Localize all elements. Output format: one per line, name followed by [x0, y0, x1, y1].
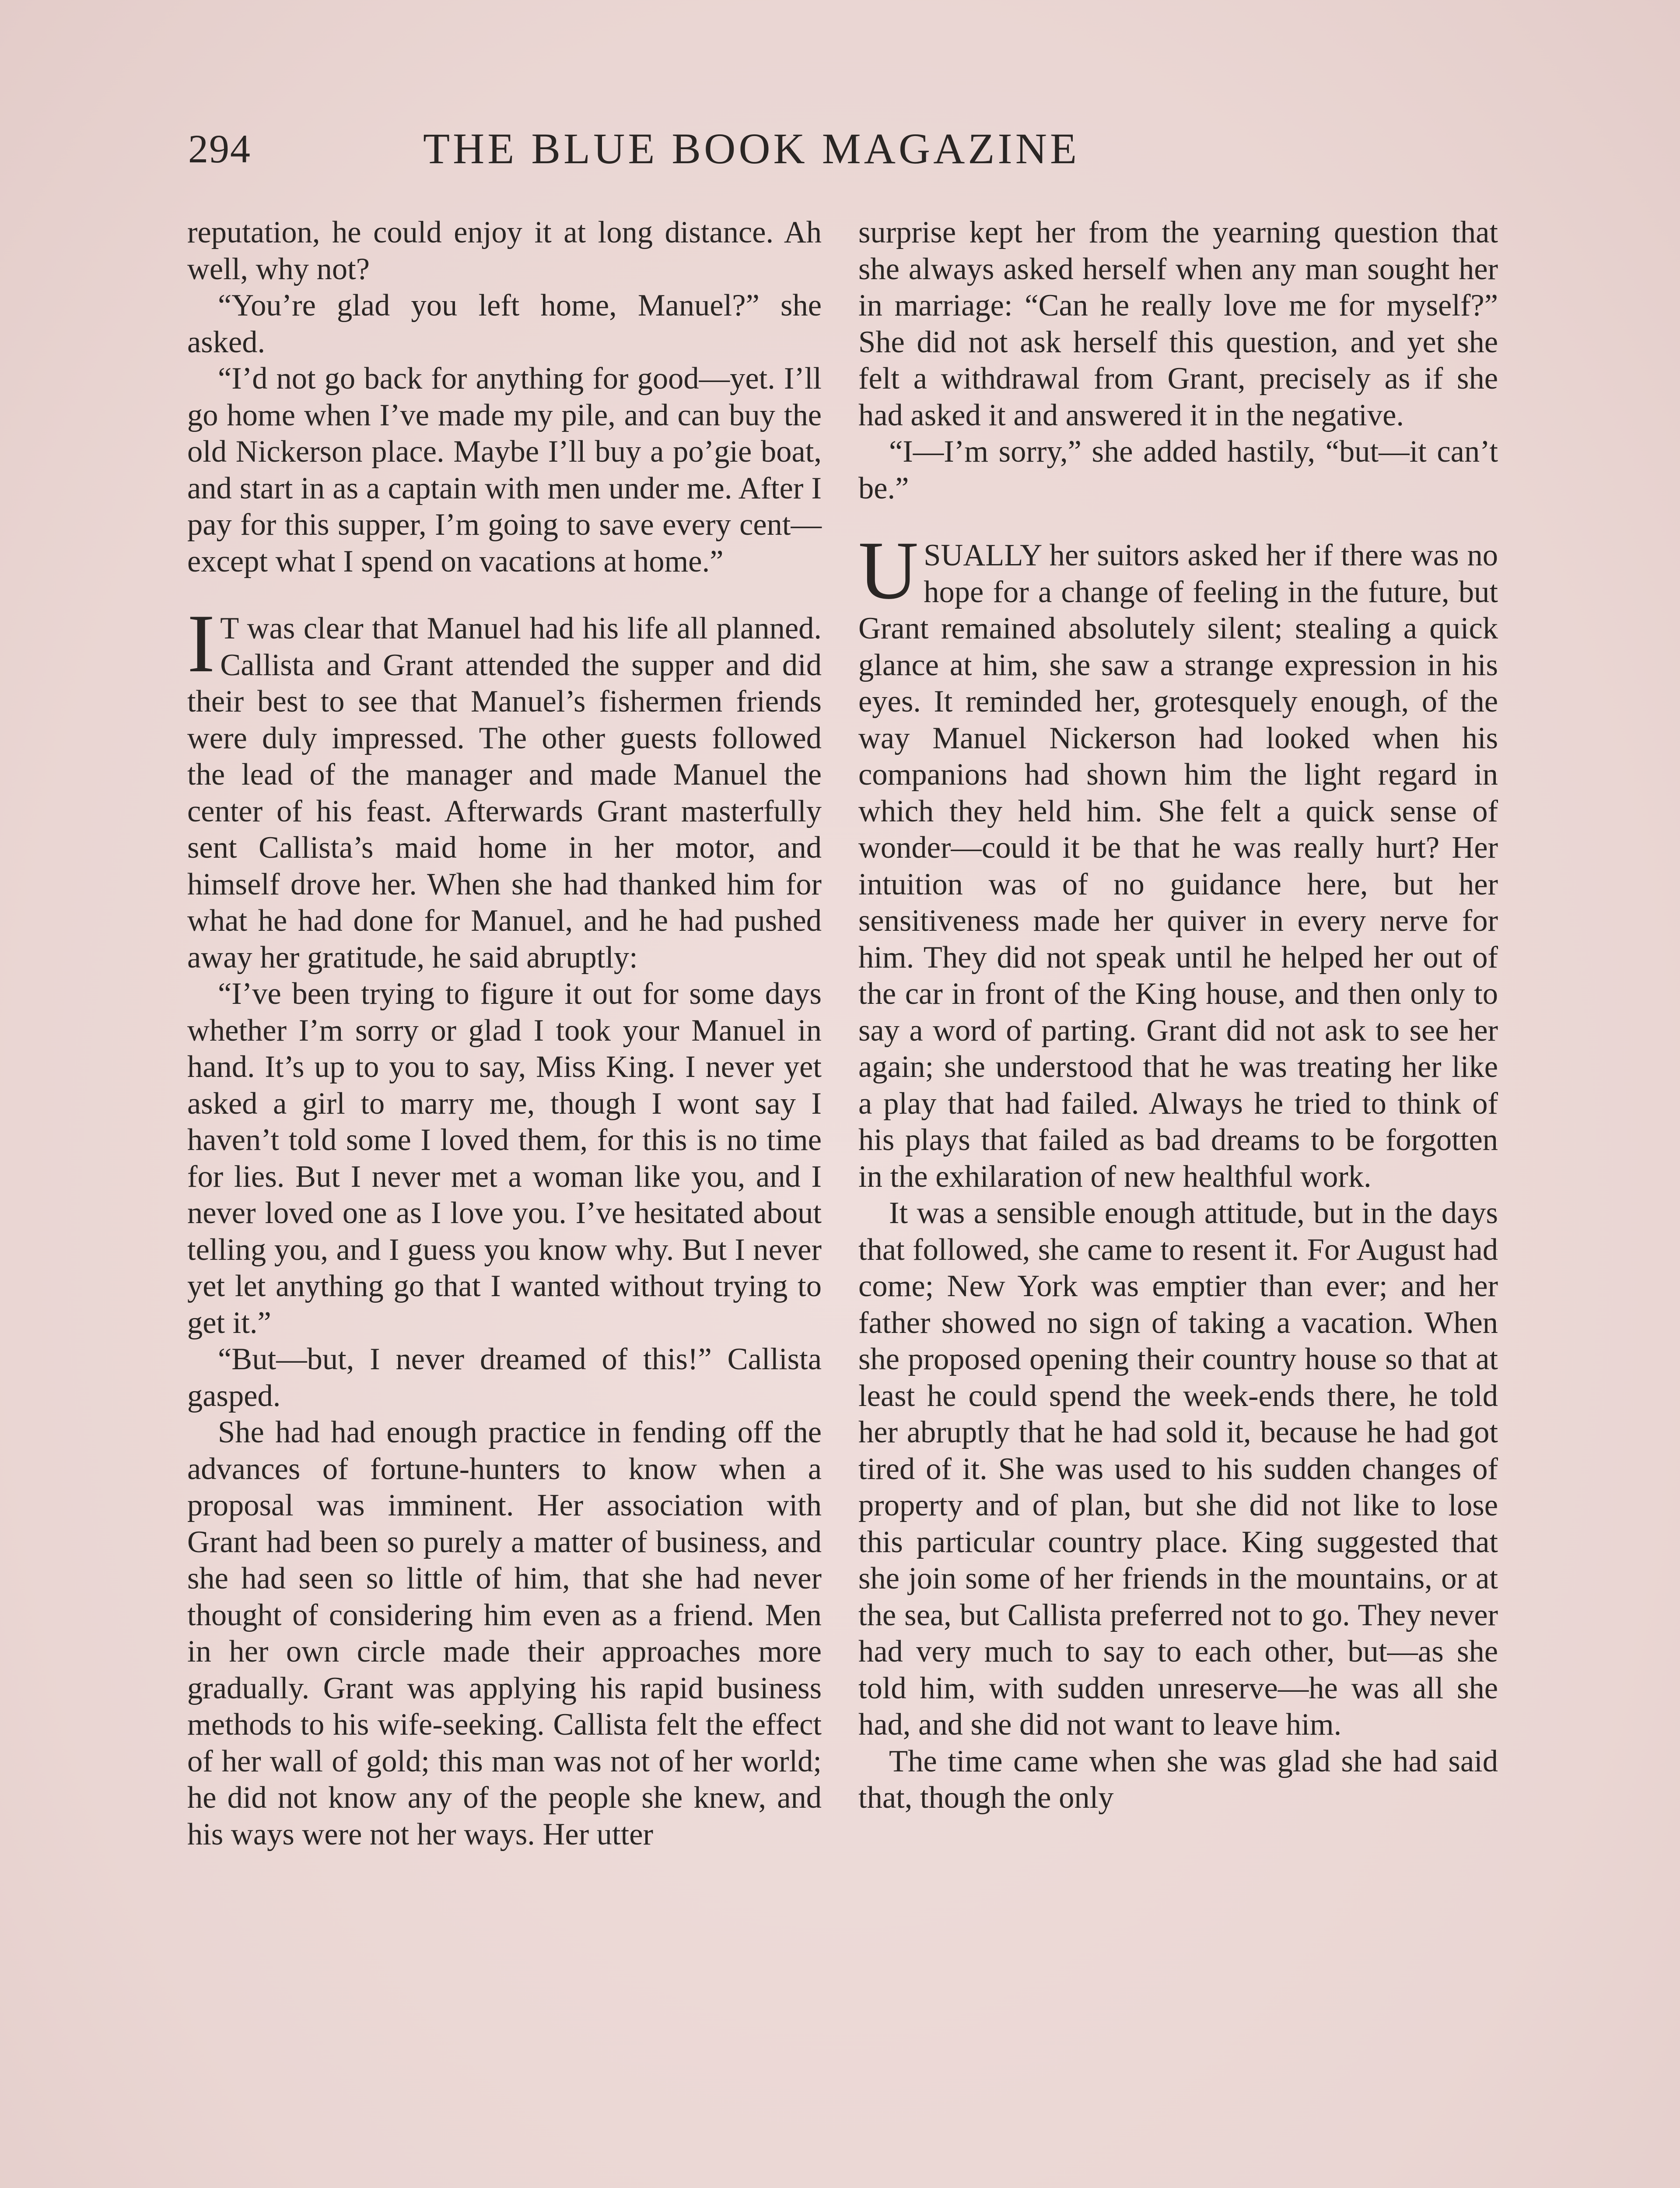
paragraph: “You’re glad you left home, Manuel?” she asked. — [187, 288, 822, 359]
page-header — [188, 118, 1214, 179]
page-number: 294 — [188, 126, 251, 171]
running-title: THE BLUE BOOK MAGAZINE — [423, 124, 1080, 173]
drop-cap: I — [187, 598, 215, 690]
paragraph: surprise kept her from the yearning question that she always asked herself when any man sought her in marriage: “Can he really love me for myself?” She did not ask herself this question, and yet she felt a withdrawal from Grant, precisely as if she had asked it and answered it in the negative. — [858, 215, 1498, 432]
left-column — [187, 214, 822, 1853]
paragraph: “I’d not go back for anything for good—yet. I’ll go home when I’ve made my pile, and can buy the old Nickerson place. Maybe I’ll buy a po’gie boat, and start in as a captain with men under me. After I pay for this supper, I’m going to save every cent—except what I spend on vacations at home.” — [187, 361, 822, 579]
paragraph: It was a sensible enough attitude, but in the days that followed, she came to resent it. For August had come; New York was emptier than ever; and her father showed no sign of taking a vacation. When she proposed opening their country house so that at least he could spend the week-ends there, he told her abruptly that he had sold it, because he had got tired of it. She was used to his sudden changes of property and of plan, but she did not like to lose this particular country place. King suggested that she join some of her friends in the mountains, or at the sea, but Callista preferred not to go. They never had very much to say to each other, but—as she told him, with sudden unreserve—he was all she had, and she did not want to leave him. — [858, 1196, 1498, 1742]
paragraph-text: SUALLY her suitors asked her if there was no hope for a change of feeling in the future, but Grant remained absolutely silent; stealing a quick glance at him, she saw a strange expression in his eyes. It reminded her, grotesquely enough, of the way Manuel Nickerson had looked when his companions had shown him the light regard in which they held him. She felt a quick sense of wonder—could it be that he was really hurt? Her intuition was of no guidance here, but her sensitiveness made her quiver in every nerve for him. They did not speak until he helped her out of the car in front of the King house, and then only to say a word of parting. Grant did not ask to see her again; she understood that he was treating her like a play that had failed. Always he tried to think of his plays that failed as bad dreams to be forgotten in the exhilaration of new healthful work. — [858, 538, 1498, 1194]
right-column — [858, 214, 1498, 1816]
paragraph: The time came when she was glad she had said that, though the only — [858, 1744, 1498, 1815]
drop-cap: U — [858, 525, 919, 617]
section-opening-paragraph — [858, 525, 1498, 1195]
paragraph: reputation, he could enjoy it at long distance. Ah well, why not? — [187, 215, 822, 286]
paragraph: “But—but, I never dreamed of this!” Callista gasped. — [187, 1342, 822, 1413]
paragraph: She had had enough practice in fending off the advances of fortune-hunters to know when a proposal was imminent. Her association with Grant had been so purely a matter of business, and she had seen so little of him, that she had never thought of considering him even as a friend. Men in her own circle made their approaches more gradually. Grant was applying his rapid business methods to his wife-seeking. Callista felt the effect of her wall of gold; this man was not of her world; he did not know any of the people she knew, and his ways were not her ways. Her utter — [187, 1415, 822, 1851]
paragraph: “I’ve been trying to figure it out for some days whether I’m sorry or glad I took your Manuel in hand. It’s up to you to say, Miss King. I never yet asked a girl to marry me, though I wont say I haven’t told some I loved them, for this is no time for lies. But I never met a woman like you, and I never loved one as I love you. I’ve hesitated about telling you, and I guess you know why. But I never yet let anything go that I wanted without trying to get it.” — [187, 977, 822, 1340]
paragraph: “I—I’m sorry,” she added hastily, “but—it can’t be.” — [858, 435, 1498, 505]
paragraph-text: T was clear that Manuel had his life all planned. Callista and Grant attended the supper and did their best to see that Manuel’s fishermen friends were duly impressed. The other guests followed the lead of the manager and made Manuel the center of his feast. Afterwards Grant masterfully sent Callista’s maid home in her motor, and himself drove her. When she had thanked him for what he had done for Manuel, and he had pushed away her gratitude, he said abruptly: — [187, 611, 822, 975]
section-opening-paragraph — [187, 598, 822, 976]
